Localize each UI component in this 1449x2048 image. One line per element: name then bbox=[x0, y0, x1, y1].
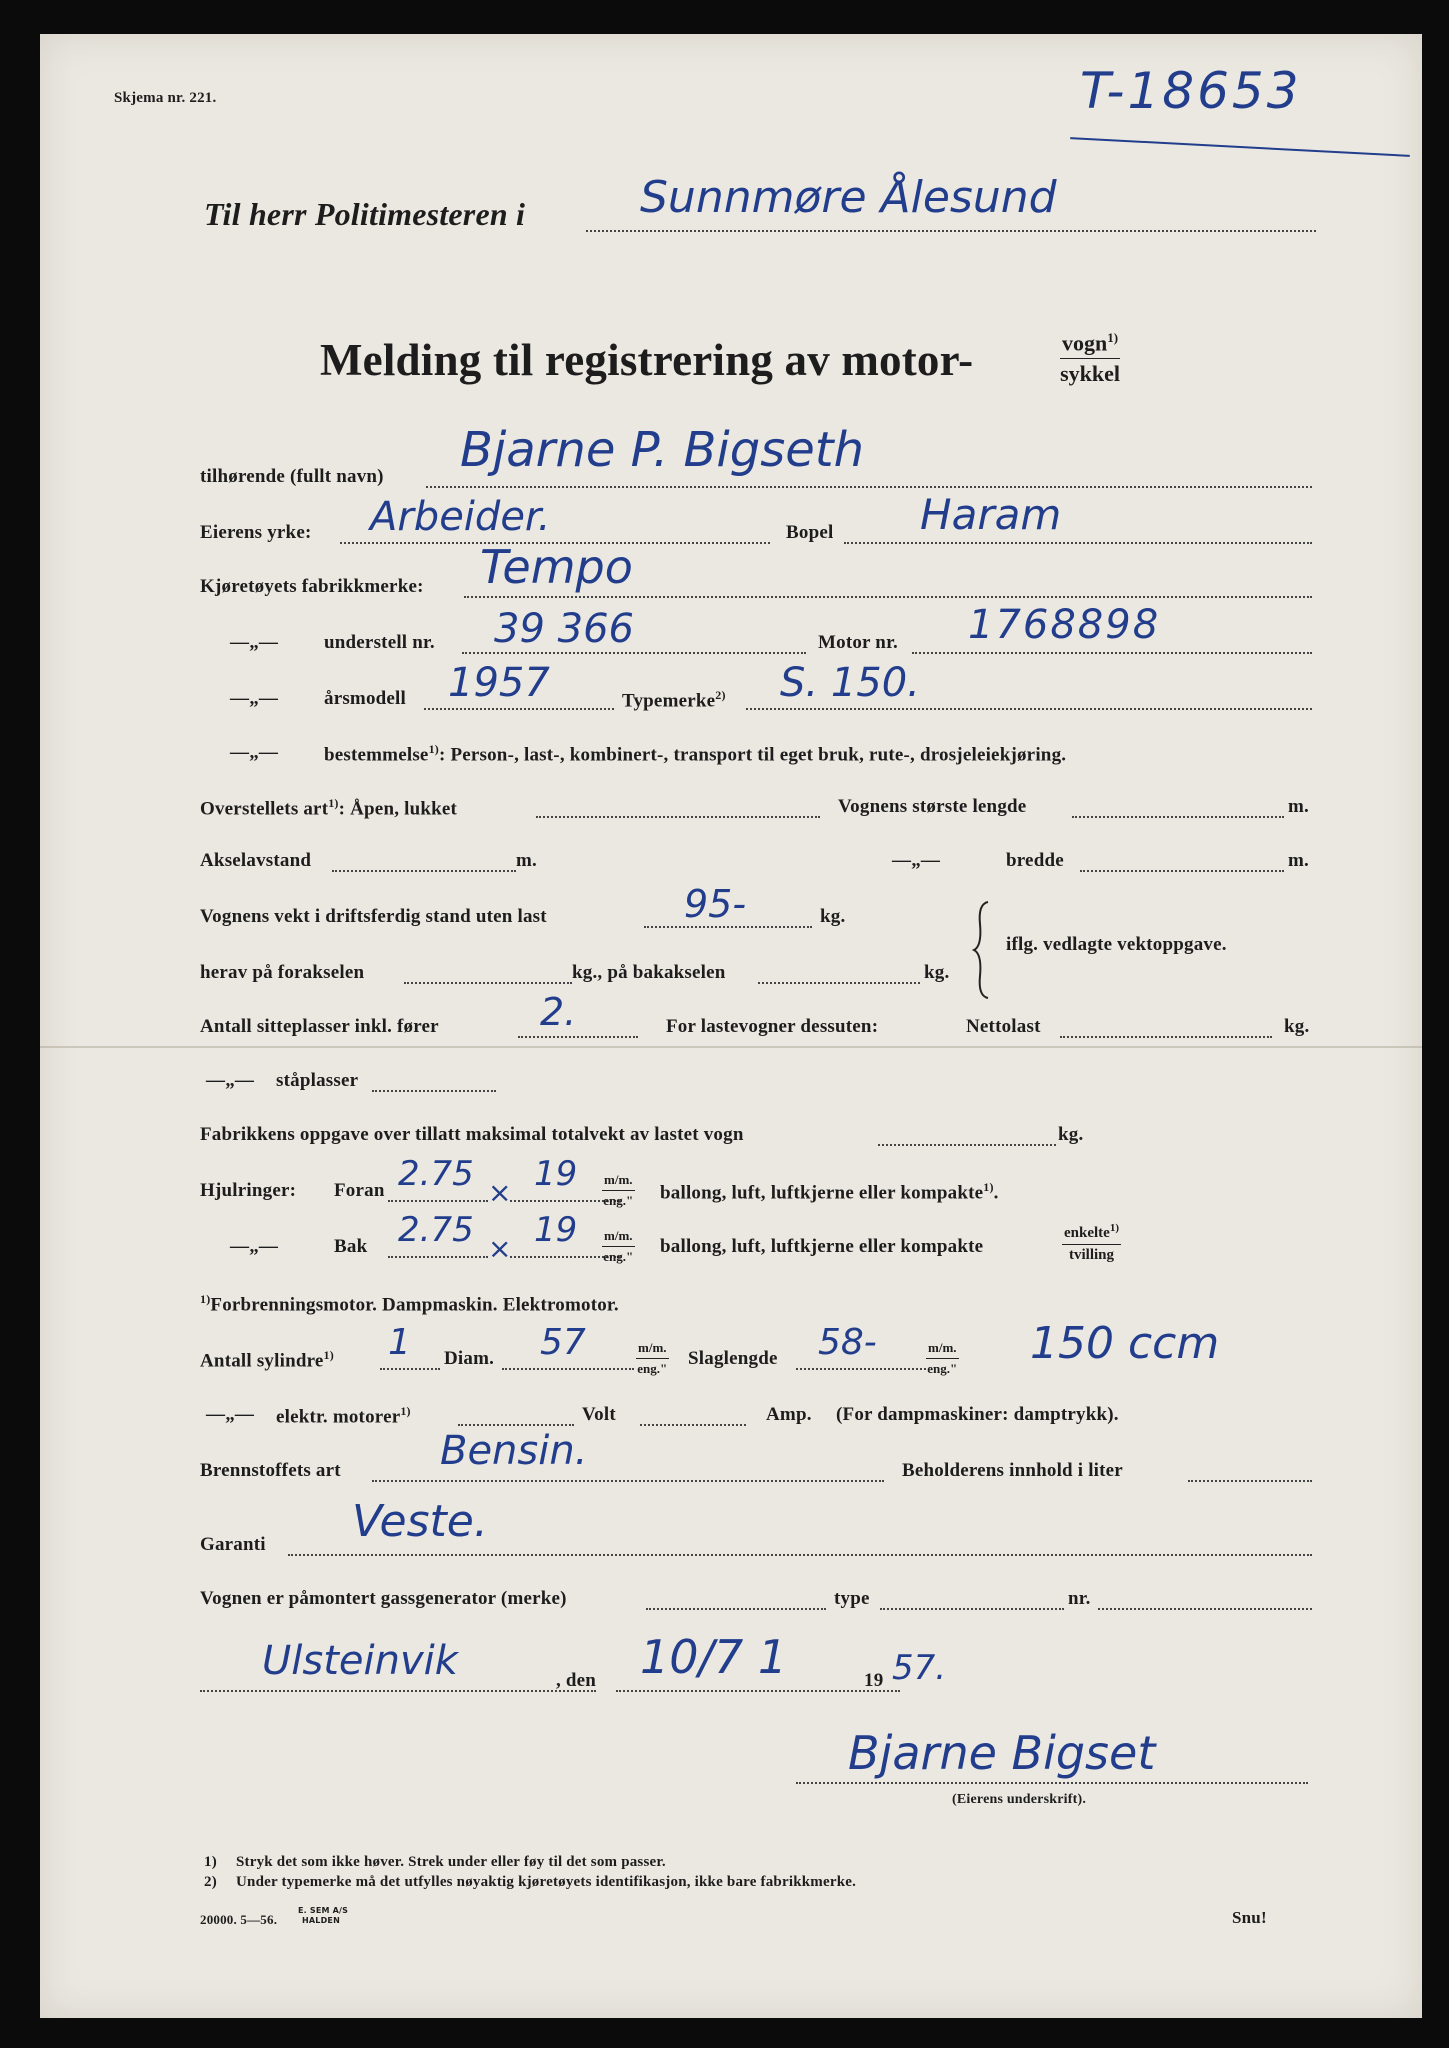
front-axle-label: herav på forakselen bbox=[200, 962, 365, 983]
ditto-mark: —„— bbox=[206, 1070, 255, 1091]
ditto-mark: —„— bbox=[230, 742, 279, 763]
signature-line[interactable] bbox=[796, 1782, 1308, 1784]
weight-note: iflg. vedlagte vektoppgave. bbox=[1006, 934, 1227, 955]
printer-name: E. SEM A/S bbox=[298, 1906, 349, 1915]
front-line-1[interactable] bbox=[388, 1200, 488, 1202]
owner-label: tilhørende (fullt navn) bbox=[200, 466, 384, 487]
stroke-label: Slaglengde bbox=[688, 1348, 778, 1369]
ditto-mark: —„— bbox=[206, 1404, 255, 1425]
footnote-1: Stryk det som ikke høver. Strek under eller føy til det som passer. bbox=[236, 1854, 666, 1870]
weight-unit: kg. bbox=[820, 906, 846, 927]
addressee-label: Til herr Politimesteren i bbox=[204, 196, 526, 232]
reference-underline bbox=[1070, 137, 1410, 157]
rear-label: Bak bbox=[334, 1236, 368, 1257]
owner-line[interactable] bbox=[426, 486, 1312, 488]
nr-label: nr. bbox=[1068, 1588, 1091, 1609]
times-mark: × bbox=[488, 1176, 512, 1209]
type-line[interactable] bbox=[880, 1608, 1064, 1610]
date-value: 10/7 1 bbox=[640, 1630, 788, 1684]
rear-value-1: 2.75 bbox=[398, 1210, 474, 1250]
ditto-mark: —„— bbox=[892, 850, 941, 871]
occupation-label: Eierens yrke: bbox=[200, 522, 312, 543]
weight-line[interactable] bbox=[644, 926, 812, 928]
footnote-2: Under typemerke må det utfylles nøyaktig kjøretøyets identifikasjon, ikke bare fabrikkmerke. bbox=[236, 1874, 857, 1890]
chassis-value: 39 366 bbox=[494, 606, 634, 652]
fuel-label: Brennstoffets art bbox=[200, 1460, 341, 1481]
front-value-1: 2.75 bbox=[398, 1154, 474, 1194]
amp-label: Amp. bbox=[766, 1404, 812, 1425]
diam-value: 57 bbox=[540, 1322, 586, 1363]
fuel-value: Bensin. bbox=[440, 1428, 588, 1474]
make-line[interactable] bbox=[464, 596, 1312, 598]
single-twin-fraction: enkelte$^{1)}$ tvilling bbox=[1064, 1222, 1119, 1263]
length-label: Vognens største lengde bbox=[838, 796, 1027, 817]
netload-label: Nettolast bbox=[966, 1016, 1041, 1037]
length-unit: m. bbox=[1288, 796, 1309, 817]
rear-value-2: 19 bbox=[534, 1210, 578, 1250]
fold-line bbox=[40, 1046, 1422, 1048]
tyre-options-rear: ballong, luft, luftkjerne eller kompakte bbox=[660, 1236, 984, 1257]
seats-label: Antall sitteplasser inkl. fører bbox=[200, 1016, 439, 1037]
turn-over: Snu! bbox=[1232, 1908, 1267, 1927]
tyre-options-front: ballong, luft, luftkjerne eller kompakte$^{1)}$. bbox=[660, 1180, 999, 1204]
printer-city: HALDEN bbox=[302, 1916, 340, 1925]
maxweight-unit: kg. bbox=[1058, 1124, 1084, 1145]
ditto-mark: —„— bbox=[230, 688, 279, 709]
residence-value: Haram bbox=[920, 490, 1062, 539]
rear-line-1[interactable] bbox=[388, 1256, 488, 1258]
tank-line[interactable] bbox=[1188, 1480, 1312, 1482]
ditto-mark: —„— bbox=[230, 632, 279, 653]
year-suffix: 57. bbox=[892, 1648, 947, 1688]
width-unit: m. bbox=[1288, 850, 1309, 871]
addressee-line[interactable] bbox=[586, 230, 1316, 232]
cylinders-value: 1 bbox=[388, 1322, 411, 1363]
netload-unit: kg. bbox=[1284, 1016, 1310, 1037]
rear-axle-line[interactable] bbox=[758, 982, 920, 984]
purpose-line: bestemmelse$^{1)}$: Person-, last-, kombinert-, transport til eget bruk, rute-, drosjeleiekjøring. bbox=[324, 742, 1067, 766]
signature-label: (Eierens underskrift). bbox=[952, 1792, 1087, 1807]
ccm-value: 150 ccm bbox=[1030, 1318, 1220, 1369]
form-paper bbox=[40, 34, 1422, 2018]
electric-label: elektr. motorer$^{1)}$ bbox=[276, 1404, 411, 1428]
steam-note: (For dampmaskiner: damptrykk). bbox=[836, 1404, 1119, 1425]
wheelbase-label: Akselavstand bbox=[200, 850, 312, 871]
date-line[interactable] bbox=[616, 1690, 900, 1692]
gas-line[interactable] bbox=[646, 1608, 826, 1610]
warranty-label: Garanti bbox=[200, 1534, 266, 1555]
typemark-line[interactable] bbox=[746, 708, 1312, 710]
chassis-label: understell nr. bbox=[324, 632, 435, 653]
year-prefix: 19 bbox=[864, 1670, 884, 1691]
print-info: 20000. 5—56. bbox=[200, 1912, 278, 1927]
standing-line[interactable] bbox=[372, 1090, 496, 1092]
diam-label: Diam. bbox=[444, 1348, 495, 1369]
unit-fraction: m/m. eng." bbox=[637, 1340, 668, 1376]
weight-value: 95- bbox=[684, 882, 747, 926]
weight-label: Vognens vekt i driftsferdig stand uten last bbox=[200, 906, 547, 927]
unit-fraction: m/m. eng." bbox=[927, 1340, 958, 1376]
motor-value: 1768898 bbox=[968, 602, 1161, 648]
gas-label: Vognen er påmontert gassgenerator (merke) bbox=[200, 1588, 567, 1609]
addressee-value: Sunnmøre Ålesund bbox=[640, 172, 1057, 223]
type-label: type bbox=[834, 1588, 870, 1609]
ditto-mark: —„— bbox=[230, 1236, 279, 1257]
maxweight-line[interactable] bbox=[878, 1144, 1056, 1146]
width-line[interactable] bbox=[1080, 870, 1284, 872]
maxweight-label: Fabrikkens oppgave over tillatt maksimal totalvekt av lastet vogn bbox=[200, 1124, 744, 1145]
body-line[interactable] bbox=[536, 816, 820, 818]
occupation-value: Arbeider. bbox=[370, 494, 551, 540]
signature: Bjarne Bigset bbox=[848, 1726, 1156, 1780]
owner-value: Bjarne P. Bigseth bbox=[460, 422, 864, 478]
stroke-line[interactable] bbox=[796, 1368, 926, 1370]
footnote-1-mark: 1) bbox=[204, 1854, 217, 1870]
fuel-line[interactable] bbox=[372, 1480, 884, 1482]
seats-line[interactable] bbox=[518, 1036, 638, 1038]
brace bbox=[972, 900, 996, 1000]
schema-number: Skjema nr. 221. bbox=[114, 90, 217, 106]
width-label: bredde bbox=[1006, 850, 1064, 871]
front-label: Foran bbox=[334, 1180, 385, 1201]
place-value: Ulsteinvik bbox=[262, 1638, 458, 1684]
cylinders-line[interactable] bbox=[380, 1368, 440, 1370]
handwritten-reference: T-18653 bbox=[1080, 62, 1302, 120]
make-value: Tempo bbox=[480, 540, 633, 594]
wheelbase-unit: m. bbox=[516, 850, 537, 871]
footnote-2-mark: 2) bbox=[204, 1874, 217, 1890]
residence-label: Bopel bbox=[786, 522, 834, 543]
engine-types: $^{1)}$Forbrenningsmotor. Dampmaskin. Elektromotor. bbox=[200, 1292, 619, 1316]
rear-axle-label: kg., på bakakselen bbox=[572, 962, 726, 983]
motor-label: Motor nr. bbox=[818, 632, 898, 653]
typemark-value: S. 150. bbox=[780, 660, 920, 706]
length-line[interactable] bbox=[1072, 816, 1284, 818]
standing-label: ståplasser bbox=[276, 1070, 359, 1091]
make-label: Kjøretøyets fabrikkmerke: bbox=[200, 576, 424, 597]
year-line[interactable] bbox=[424, 708, 614, 710]
unit-fraction: m/m. eng." bbox=[603, 1228, 634, 1264]
unit-fraction: m/m. eng." bbox=[603, 1172, 634, 1208]
residence-line[interactable] bbox=[844, 542, 1312, 544]
warranty-line[interactable] bbox=[288, 1554, 1312, 1556]
front-axle-line[interactable] bbox=[404, 982, 572, 984]
year-value: 1957 bbox=[448, 660, 550, 706]
diam-line[interactable] bbox=[502, 1368, 634, 1370]
times-mark: × bbox=[488, 1232, 512, 1265]
warranty-value: Veste. bbox=[352, 1496, 488, 1547]
wheels-label: Hjulringer: bbox=[200, 1180, 297, 1201]
body-type: Overstellets art$^{1)}$: Åpen, lukket bbox=[200, 796, 458, 820]
cylinders-label: Antall sylindre$^{1)}$ bbox=[200, 1348, 334, 1372]
seats-value: 2. bbox=[540, 990, 577, 1034]
front-value-2: 19 bbox=[534, 1154, 578, 1194]
rear-axle-unit: kg. bbox=[924, 962, 950, 983]
typemark-label: Typemerke$^{2)}$ bbox=[622, 688, 726, 712]
motor-line[interactable] bbox=[912, 652, 1312, 654]
form-title: Melding til registrering av motor- bbox=[320, 335, 974, 385]
title-fraction: vogn$^{1)}$ sykkel bbox=[1060, 330, 1120, 387]
stroke-value: 58- bbox=[818, 1322, 877, 1363]
electric-line[interactable] bbox=[458, 1424, 574, 1426]
trucks-label: For lastevogner dessuten: bbox=[666, 1016, 879, 1037]
volt-label: Volt bbox=[582, 1404, 616, 1425]
nr-line[interactable] bbox=[1098, 1608, 1312, 1610]
volt-line[interactable] bbox=[640, 1424, 746, 1426]
year-label: årsmodell bbox=[324, 688, 407, 709]
wheelbase-line[interactable] bbox=[332, 870, 516, 872]
netload-line[interactable] bbox=[1060, 1036, 1272, 1038]
chassis-line[interactable] bbox=[462, 652, 806, 654]
place-line[interactable] bbox=[200, 1690, 596, 1692]
date-label: , den bbox=[556, 1670, 597, 1691]
tank-label: Beholderens innhold i liter bbox=[902, 1460, 1123, 1481]
